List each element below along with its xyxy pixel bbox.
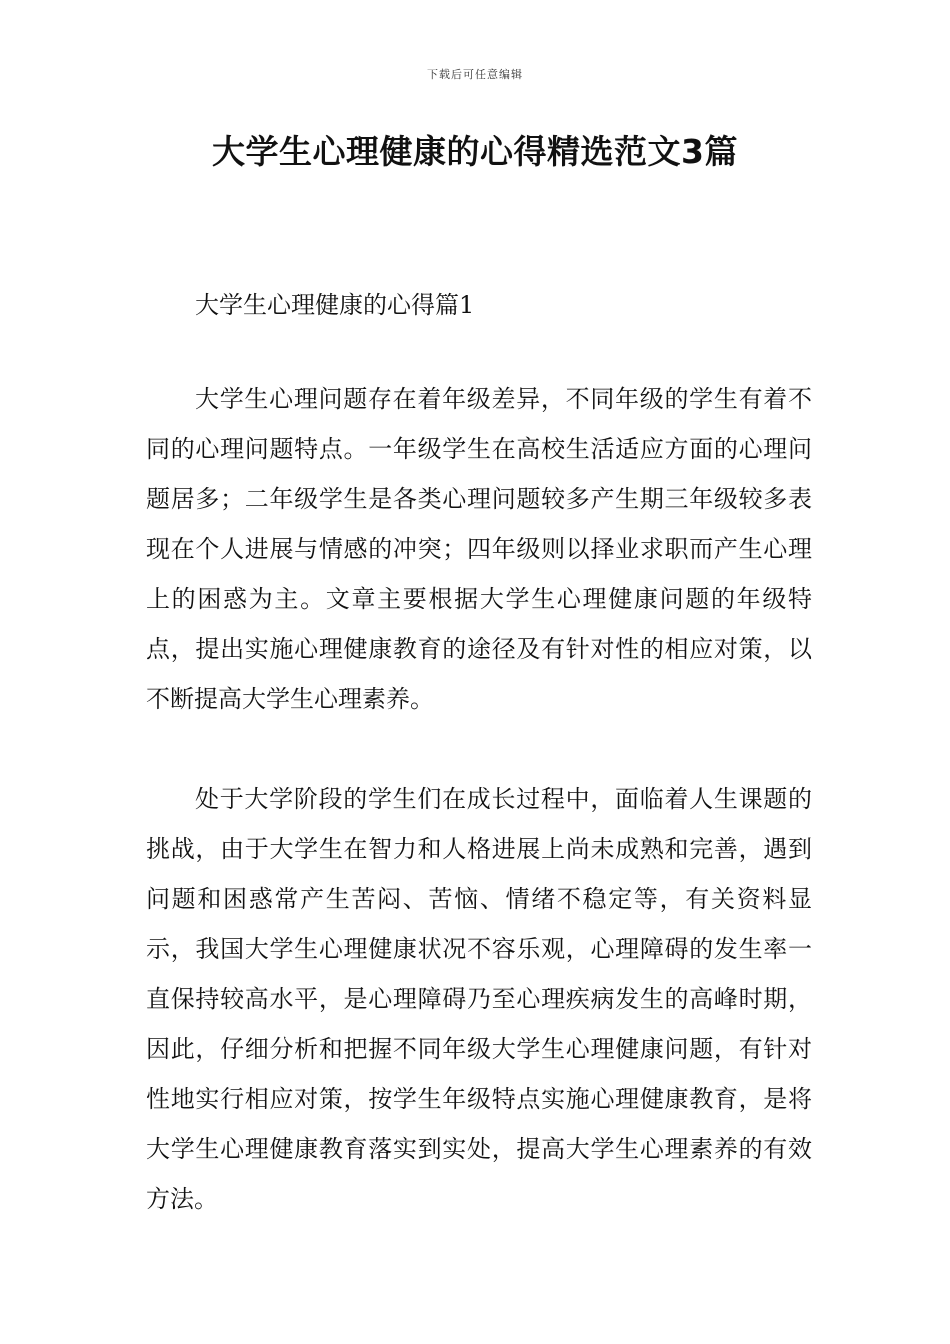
paragraph-2: 处于大学阶段的学生们在成长过程中，面临着人生课题的挑战，由于大学生在智力和人格进展上尚未成熟和完善，遇到问题和困惑常产生苦闷、苦恼、情绪不稳定等，有关资料显示，我国大学生心理健康状况不容乐观，心理障碍的发生率一直保持较高水平，是心理障碍乃至心理疾病发生的高峰时期，因此，仔细分析和把握不同年级大学生心理健康问题，有针对性地实行相应对策，按学生年级特点实施心理健康教育，是将大学生心理健康教育落实到实处，提高大学生心理素养的有效方法。 xyxy=(146,785,812,1213)
paragraph-1: 大学生心理问题存在着年级差异，不同年级的学生有着不同的心理问题特点。一年级学生在高校生活适应方面的心理问题居多；二年级学生是各类心理问题较多产生期三年级较多表现在个人进展与情感的冲突；四年级则以择业求职而产生心理上的困惑为主。文章主要根据大学生心理健康问题的年级特点，提出实施心理健康教育的途径及有针对性的相应对策，以不断提高大学生心理素养。 xyxy=(146,385,812,713)
header-note: 下载后可任意编辑 xyxy=(427,68,523,81)
section-heading: 大学生心理健康的心得篇1 xyxy=(195,291,475,319)
document-title: 大学生心理健康的心得精选范文3篇 xyxy=(212,132,738,171)
